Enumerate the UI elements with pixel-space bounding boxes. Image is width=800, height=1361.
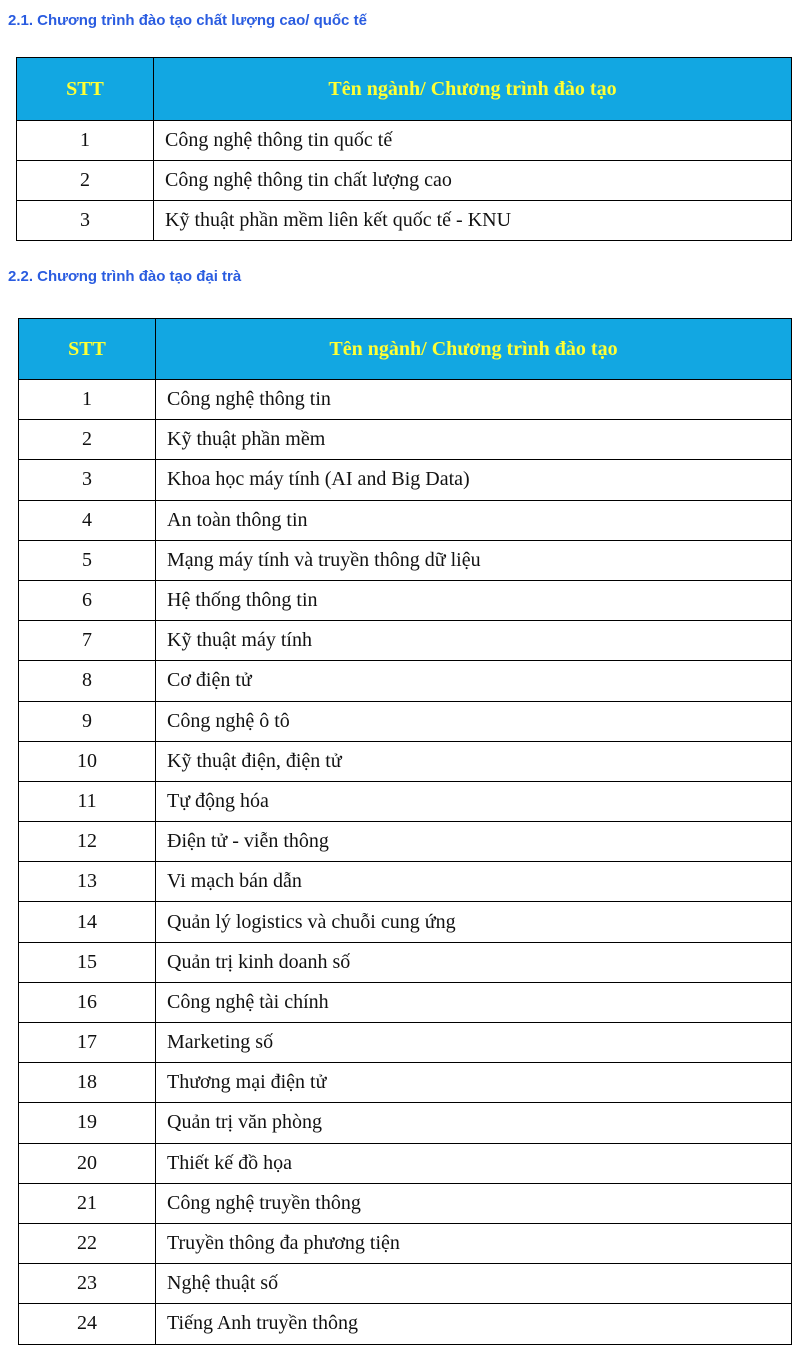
high-quality-programs-table (16, 57, 792, 241)
header-stt: STT (17, 58, 154, 121)
row-program-name: Công nghệ thông tin chất lượng cao (154, 161, 792, 201)
row-stt: 5 (19, 540, 156, 580)
row-program-name: Vi mạch bán dẫn (156, 862, 792, 902)
row-stt: 1 (19, 380, 156, 420)
row-program-name: Quản lý logistics và chuỗi cung ứng (156, 902, 792, 942)
row-program-name: An toàn thông tin (156, 500, 792, 540)
row-stt: 19 (19, 1103, 156, 1143)
section-heading-standard: 2.2. Chương trình đào tạo đại trà (8, 268, 242, 285)
row-stt: 10 (19, 741, 156, 781)
table-row (19, 380, 792, 420)
row-stt: 8 (19, 661, 156, 701)
table-row (19, 701, 792, 741)
row-stt: 2 (19, 420, 156, 460)
row-stt: 14 (19, 902, 156, 942)
row-program-name: Công nghệ thông tin (156, 380, 792, 420)
table-row (19, 500, 792, 540)
table-row (19, 1223, 792, 1263)
row-program-name: Tự động hóa (156, 781, 792, 821)
table-row (19, 1103, 792, 1143)
table-row (19, 902, 792, 942)
row-stt: 2 (17, 161, 154, 201)
table-header-row (19, 319, 792, 380)
row-program-name: Khoa học máy tính (AI and Big Data) (156, 460, 792, 500)
table-row (19, 1264, 792, 1304)
row-program-name: Tiếng Anh truyền thông (156, 1304, 792, 1344)
table-row (19, 420, 792, 460)
row-stt: 12 (19, 822, 156, 862)
table-row (19, 460, 792, 500)
table-row (19, 580, 792, 620)
row-stt: 6 (19, 580, 156, 620)
row-stt: 15 (19, 942, 156, 982)
table-row (17, 161, 792, 201)
row-program-name: Mạng máy tính và truyền thông dữ liệu (156, 540, 792, 580)
row-program-name: Kỹ thuật máy tính (156, 621, 792, 661)
row-program-name: Công nghệ truyền thông (156, 1183, 792, 1223)
table-row (19, 1063, 792, 1103)
row-stt: 16 (19, 982, 156, 1022)
row-program-name: Công nghệ thông tin quốc tế (154, 121, 792, 161)
row-stt: 17 (19, 1023, 156, 1063)
table-header-row (17, 58, 792, 121)
row-stt: 20 (19, 1143, 156, 1183)
table-row (19, 1304, 792, 1344)
table-row (19, 621, 792, 661)
row-program-name: Kỹ thuật phần mềm liên kết quốc tế - KNU (154, 201, 792, 241)
table-row (19, 781, 792, 821)
row-stt: 9 (19, 701, 156, 741)
row-program-name: Kỹ thuật điện, điện tử (156, 741, 792, 781)
table-row (19, 862, 792, 902)
row-stt: 4 (19, 500, 156, 540)
row-stt: 13 (19, 862, 156, 902)
row-stt: 22 (19, 1223, 156, 1263)
row-program-name: Điện tử - viễn thông (156, 822, 792, 862)
row-program-name: Nghệ thuật số (156, 1264, 792, 1304)
table-row (19, 1023, 792, 1063)
row-stt: 1 (17, 121, 154, 161)
row-stt: 11 (19, 781, 156, 821)
table-row (19, 741, 792, 781)
row-stt: 3 (19, 460, 156, 500)
table-row (19, 982, 792, 1022)
row-stt: 7 (19, 621, 156, 661)
row-program-name: Thiết kế đồ họa (156, 1143, 792, 1183)
row-stt: 21 (19, 1183, 156, 1223)
table-row (17, 201, 792, 241)
table-row (19, 661, 792, 701)
row-program-name: Thương mại điện tử (156, 1063, 792, 1103)
table-row (19, 822, 792, 862)
row-stt: 18 (19, 1063, 156, 1103)
header-program-name: Tên ngành/ Chương trình đào tạo (156, 319, 792, 380)
table-row (19, 1183, 792, 1223)
row-program-name: Quản trị văn phòng (156, 1103, 792, 1143)
row-program-name: Kỹ thuật phần mềm (156, 420, 792, 460)
header-stt: STT (19, 319, 156, 380)
table-row (19, 942, 792, 982)
table-row (19, 540, 792, 580)
table-row (17, 121, 792, 161)
row-program-name: Marketing số (156, 1023, 792, 1063)
row-program-name: Hệ thống thông tin (156, 580, 792, 620)
row-stt: 23 (19, 1264, 156, 1304)
row-program-name: Công nghệ tài chính (156, 982, 792, 1022)
row-program-name: Quản trị kinh doanh số (156, 942, 792, 982)
header-program-name: Tên ngành/ Chương trình đào tạo (154, 58, 792, 121)
row-program-name: Cơ điện tử (156, 661, 792, 701)
row-stt: 24 (19, 1304, 156, 1344)
row-program-name: Truyền thông đa phương tiện (156, 1223, 792, 1263)
standard-programs-table (18, 318, 792, 1345)
section-heading-high-quality: 2.1. Chương trình đào tạo chất lượng cao/ quốc tế (8, 12, 367, 29)
row-program-name: Công nghệ ô tô (156, 701, 792, 741)
row-stt: 3 (17, 201, 154, 241)
table-row (19, 1143, 792, 1183)
